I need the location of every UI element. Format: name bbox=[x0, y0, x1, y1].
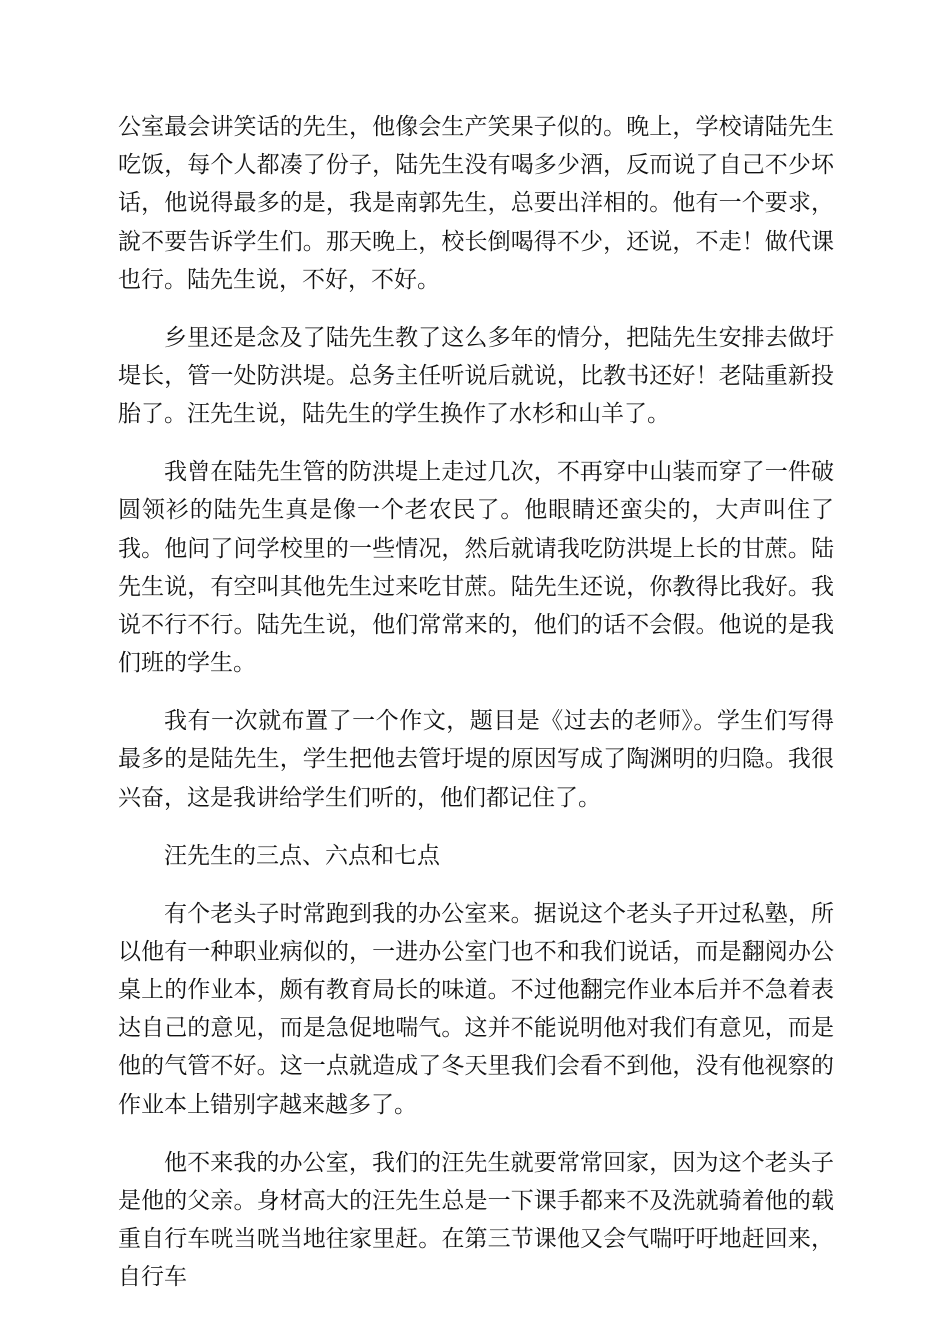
paragraph: 乡里还是念及了陆先生教了这么多年的情分，把陆先生安排去做圩堤长，管一处防洪堤。总务主任听说后就说，比教书还好！老陆重新投胎了。汪先生说，陆先生的学生换作了水杉和山羊了。 bbox=[118, 324, 834, 428]
paragraph: 公室最会讲笑话的先生，他像会生产笑果子似的。晚上，学校请陆先生吃饭，每个人都凑了份子，陆先生没有喝多少酒，反而说了自己不少坏话，他说得最多的是，我是南郭先生，总要出洋相的。他有一个要求，說不要告诉学生们。那天晚上，校长倒喝得不少，还说，不走！做代课也行。陆先生说，不好，不好。 bbox=[118, 114, 834, 293]
paragraph: 他不来我的办公室，我们的汪先生就要常常回家，因为这个老头子是他的父亲。身材高大的汪先生总是一下课手都来不及洗就骑着他的载重自行车咣当咣当地往家里赶。在第三节课他又会气喘吁吁地赶回来，自行车 bbox=[118, 1149, 834, 1291]
paragraph: 有个老头子时常跑到我的办公室来。据说这个老头子开过私塾，所以他有一种职业病似的，一进办公室门也不和我们说话，而是翻阅办公桌上的作业本，颇有教育局长的味道。不过他翻完作业本后并不急着表达自己的意见，而是急促地喘气。这并不能说明他对我们有意见，而是他的气管不好。这一点就造成了冬天里我们会看不到他，没有他视察的作业本上错别字越来越多了。 bbox=[118, 900, 834, 1118]
document-page bbox=[118, 108, 834, 1316]
section-heading: 汪先生的三点、六点和七点 bbox=[164, 842, 440, 869]
paragraph: 我有一次就布置了一个作文，题目是《过去的老师》。学生们写得最多的是陆先生，学生把他去管圩堤的原因写成了陶渊明的归隐。我很兴奋，这是我讲给学生们听的，他们都记住了。 bbox=[118, 708, 834, 811]
paragraph: 我曾在陆先生管的防洪堤上走过几次，不再穿中山装而穿了一件破圆领衫的陆先生真是像一个老农民了。他眼睛还蛮尖的，大声叫住了我。他问了问学校里的一些情况，然后就请我吃防洪堤上长的甘蔗。陆先生说，有空叫其他先生过来吃甘蔗。陆先生还说，你教得比我好。我说不行不行。陆先生说，他们常常来的，他们的话不会假。他说的是我们班的学生。 bbox=[118, 459, 834, 677]
